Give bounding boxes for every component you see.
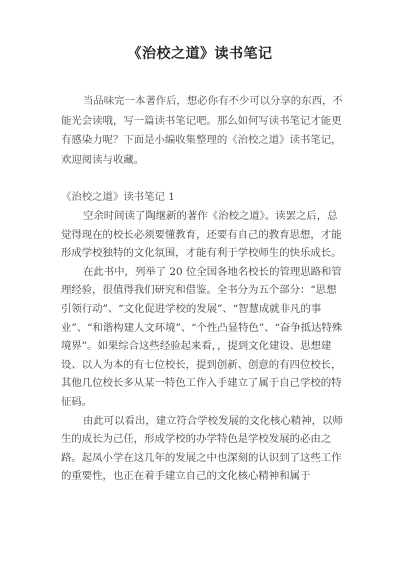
section-heading: 《治校之道》读书笔记 1 (61, 191, 175, 203)
body-text (61, 207, 346, 486)
intro-block (61, 92, 346, 170)
paragraph-3: 由此可以看出，建立符合学校发展的文化核心精神，以师生的成长为己任，形成学校的办学特色是学校发展的必由之路。起凤小学在这几年的发展之中也深刻的认识到了这些工作的重要性，也正在着手建立自己的文化核心精神和属于 (61, 414, 343, 483)
document-title: 《治校之道》读书笔记 (127, 46, 273, 62)
paragraph-2: 在此书中，列举了 20 位全国各地名校长的管理思路和管理经验，很值得我们研究和借鉴。全书分为五个部分：“思想引领行动”、“文化促进学校的发展”、“智慧成就非凡的事业”、“和谐构建人文环境”、“个性凸显特色”、“奋争抵达特殊境界”。如果综合这些经验起来看，，提到文化建设、思想建设、以人为本的有七位校长，提到创新、创意的有四位校长，其他几位校长多从某一特色工作入手建立了属于自己学校的特征码。 (61, 265, 343, 408)
paragraph-1: 空余时间读了陶继新的著作《治校之道》。读罢之后，总觉得现在的校长必须要懂教育，还要有自己的教育思想，才能形成学校独特的文化氛围，才能有利于学校师生的快乐成长。 (61, 210, 342, 260)
intro-paragraph: 当品味完一本著作后，想必你有不少可以分享的东西，不能光会读哦，写一篇读书笔记吧。那么如何写读书笔记才能更有感染力呢？下面是小编收集整理的《治校之道》读书笔记，欢迎阅读与收藏。 (61, 95, 343, 166)
